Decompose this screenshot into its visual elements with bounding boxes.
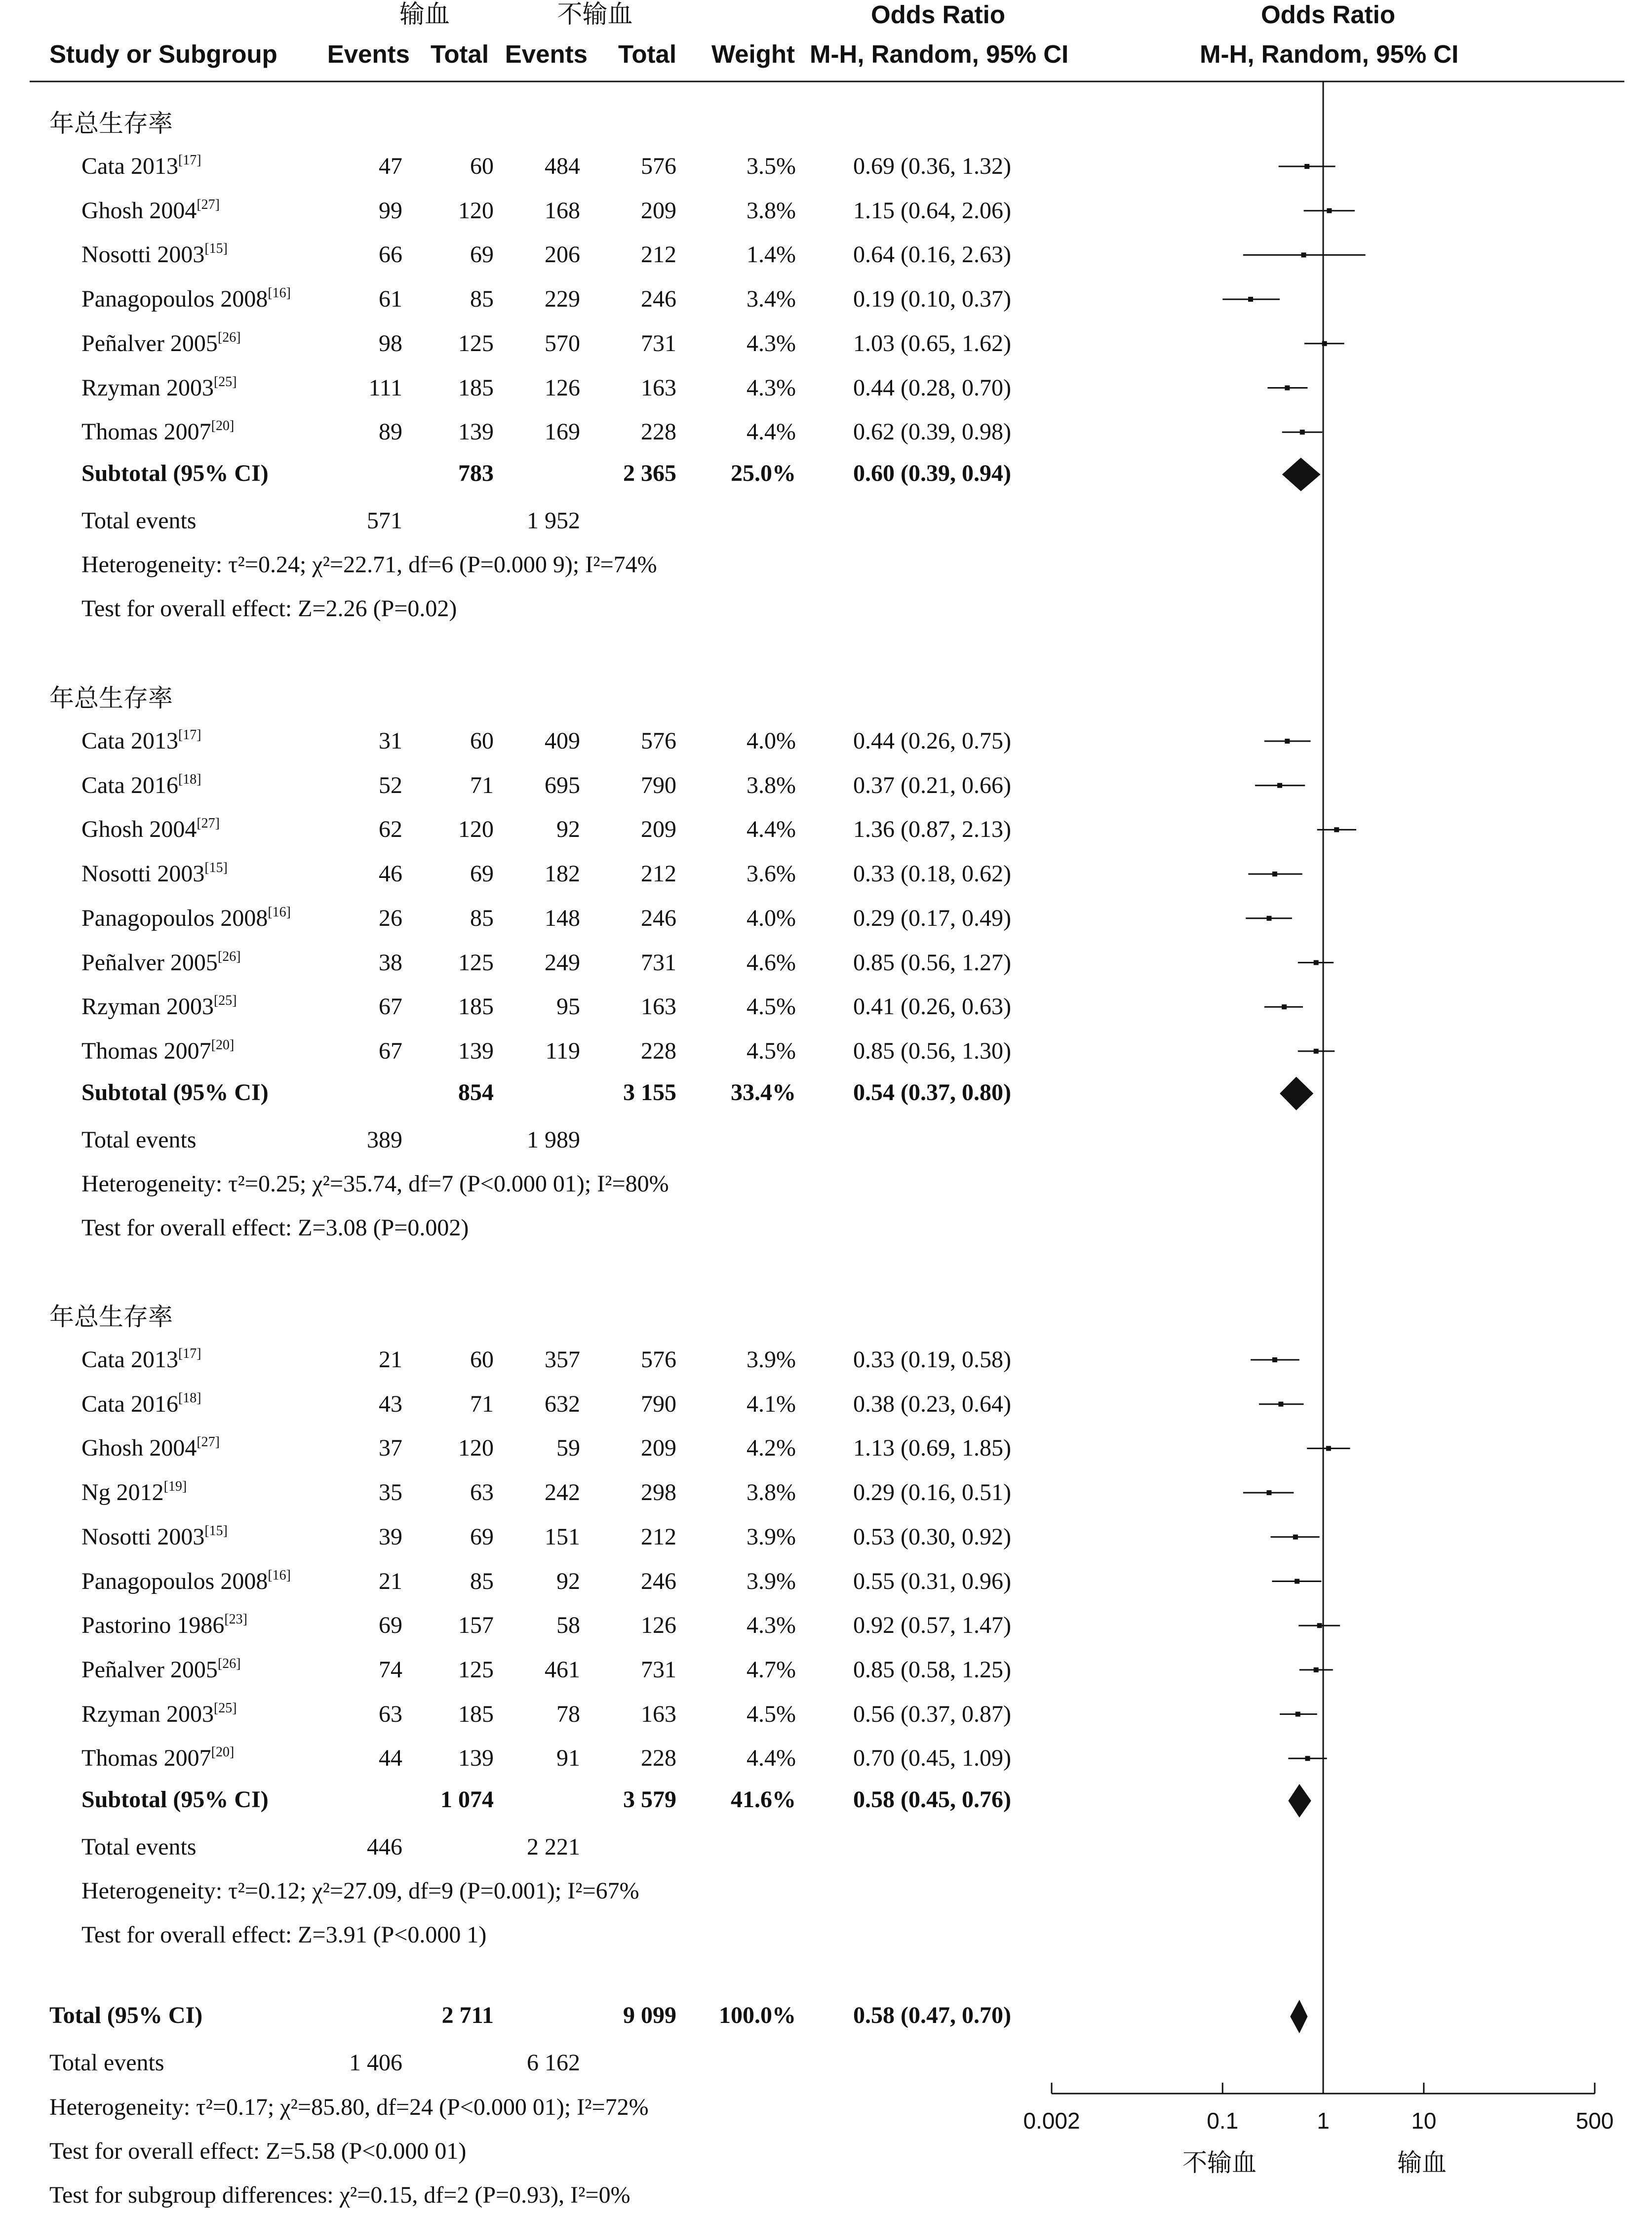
events-group1: 21 [379,1568,402,1594]
events-group2: 229 [545,286,580,313]
events-group1: 35 [379,1479,402,1506]
total-group2: 790 [641,772,676,798]
total-events-group1: 389 [367,1126,402,1153]
events-group2: 570 [545,330,580,356]
odds-ratio-ci: 0.56 (0.37, 0.87) [853,1701,1011,1727]
weight-value: 4.3% [747,330,796,356]
events-group2: 78 [556,1701,580,1727]
events-group1: 67 [379,993,402,1020]
events-group1: 52 [379,772,402,798]
total-group2: 163 [641,993,676,1020]
events-group2: 59 [556,1435,580,1462]
weight-value: 3.8% [747,197,796,224]
total-group1: 125 [458,330,494,356]
study-label: Peñalver 2005 [81,1656,218,1683]
events-group2: 206 [545,241,580,268]
overall-diamond [1290,2000,1307,2033]
reference-superscript: [25] [213,1700,237,1716]
events-group2: 92 [556,816,580,843]
events-group1: 26 [379,905,402,931]
odds-ratio-ci: 0.38 (0.23, 0.64) [853,1390,1011,1417]
odds-ratio-ci: 0.85 (0.56, 1.27) [853,949,1011,976]
events-group1: 46 [379,861,402,887]
total-group2: 163 [641,1701,676,1727]
subtotal-odds-ratio-ci: 0.58 (0.45, 0.76) [853,1786,1011,1813]
events-group1: 44 [379,1745,402,1772]
total-group1: 125 [458,949,494,976]
subtotal-total-group1: 854 [458,1079,494,1106]
reference-superscript: [15] [204,1523,228,1539]
point-estimate [1314,960,1319,965]
odds-ratio-ci: 1.03 (0.65, 1.62) [853,330,1011,356]
point-estimate [1278,1402,1283,1407]
plot-title: Odds Ratio [1260,0,1395,29]
overall-events-group2: 6 162 [527,2050,580,2076]
x-axis-tick-label: 500 [1575,2108,1614,2134]
total-group2: 209 [641,197,676,224]
point-estimate [1285,739,1290,744]
study-label: Cata 2013 [81,153,178,179]
or-column-title: Odds Ratio [870,0,1005,29]
total-group1: 157 [458,1612,494,1639]
weight-value: 4.0% [747,905,796,931]
odds-ratio-ci: 0.69 (0.36, 1.32) [853,153,1011,179]
total-group1: 63 [470,1479,494,1506]
weight-value: 4.1% [747,1390,796,1417]
total-group2: 731 [641,330,676,356]
odds-ratio-ci: 0.29 (0.17, 0.49) [853,905,1011,931]
total-group2: 212 [641,1523,676,1550]
total-group2: 228 [641,1745,676,1772]
overall-weight: 100.0% [719,2002,796,2028]
reference-superscript: [18] [178,1390,201,1406]
weight-value: 4.4% [747,419,796,445]
point-estimate [1293,1535,1298,1540]
events-group1: 38 [379,949,402,976]
events-group2: 461 [545,1656,580,1683]
events-group1: 39 [379,1523,402,1550]
point-estimate [1272,1357,1277,1362]
x-axis-tick-label: 0.002 [1023,2108,1080,2134]
weight-value: 3.4% [747,286,796,313]
events-group1: 99 [379,197,402,224]
events-group2: 58 [556,1612,580,1639]
subgroup-title: 年总生存率 [49,1303,173,1331]
point-estimate [1295,1579,1299,1584]
total-group1: 71 [470,772,494,798]
reference-superscript: [19] [163,1479,187,1495]
total-group2: 246 [641,286,676,313]
events-group2: 484 [545,153,580,179]
point-estimate [1317,1623,1322,1628]
total-group1: 139 [458,419,494,445]
odds-ratio-ci: 0.19 (0.10, 0.37) [853,286,1011,313]
weight-value: 3.9% [747,1568,796,1594]
events-group1: 111 [368,374,402,401]
events-group2: 249 [545,949,580,976]
total-group1: 139 [458,1037,494,1064]
overall-effect-text: Test for overall effect: Z=3.91 (P<0.000 1) [81,1922,487,1948]
total-group1: 60 [470,728,494,754]
total-group1: 85 [470,1568,494,1594]
point-estimate [1300,430,1305,435]
total-events-group2: 1 989 [527,1126,580,1153]
weight-value: 4.2% [747,1435,796,1462]
study-label: Cata 2013 [81,728,178,754]
study-label: Ng 2012 [81,1479,164,1506]
subtotal-weight: 33.4% [731,1079,796,1106]
point-estimate [1327,208,1332,213]
total-group1: 85 [470,905,494,931]
events-group1: 61 [379,286,402,313]
study-label: Cata 2016 [81,1390,178,1417]
weight-value: 4.6% [747,949,796,976]
events-group2: 632 [545,1390,580,1417]
group2-header: 不输血 [557,0,633,29]
weight-value: 4.5% [747,993,796,1020]
overall-effect-test: Test for overall effect: Z=5.58 (P<0.000 01) [49,2138,467,2164]
reference-superscript: [20] [211,418,235,434]
reference-superscript: [15] [204,860,228,876]
weight-value: 4.5% [747,1701,796,1727]
point-estimate [1248,297,1253,302]
weight-value: 3.5% [747,153,796,179]
study-label: Rzyman 2003 [81,1701,214,1727]
events-group1: 67 [379,1037,402,1064]
subgroup-differences-test: Test for subgroup differences: χ²=0.15, df=2 (P=0.93), I²=0% [49,2182,630,2208]
weight-value: 4.3% [747,1612,796,1639]
subtotal-odds-ratio-ci: 0.54 (0.37, 0.80) [853,1079,1011,1106]
total-group1: 69 [470,1523,494,1550]
reference-superscript: [20] [211,1037,235,1053]
events-group1: 47 [379,153,402,179]
odds-ratio-ci: 0.44 (0.26, 0.75) [853,728,1011,754]
total-group1: 185 [458,1701,494,1727]
point-estimate [1305,1756,1310,1761]
study-column-header: Study or Subgroup [49,40,277,68]
total-group2: 576 [641,153,676,179]
weight-value: 3.9% [747,1523,796,1550]
reference-superscript: [23] [224,1612,247,1627]
events-group1: 63 [379,1701,402,1727]
events-group2: 168 [545,197,580,224]
total-group2: 228 [641,419,676,445]
overall-heterogeneity: Heterogeneity: τ²=0.17; χ²=85.80, df=24 (P<0.000 01); I²=72% [49,2094,649,2120]
total-events-group2: 1 952 [527,507,580,534]
odds-ratio-ci: 0.29 (0.16, 0.51) [853,1479,1011,1506]
reference-superscript: [20] [211,1744,235,1760]
overall-total-label: Total (95% CI) [49,2002,203,2028]
events-group2: 92 [556,1568,580,1594]
odds-ratio-ci: 0.85 (0.56, 1.30) [853,1037,1011,1064]
odds-ratio-ci: 0.70 (0.45, 1.09) [853,1745,1011,1772]
total-group2: 163 [641,374,676,401]
total-group1: 125 [458,1656,494,1683]
subtotal-total-group2: 2 365 [623,460,676,486]
study-label: Thomas 2007 [81,419,211,445]
x-axis-tick-label: 10 [1411,2108,1437,2134]
events-group2: 151 [545,1523,580,1550]
point-estimate [1322,341,1327,346]
subtotal-weight: 25.0% [731,460,796,486]
study-label: Nosotti 2003 [81,861,205,887]
point-estimate [1314,1049,1319,1054]
reference-superscript: [27] [197,816,220,831]
point-estimate [1326,1446,1331,1451]
reference-superscript: [25] [213,374,237,390]
weight-value: 4.3% [747,374,796,401]
odds-ratio-ci: 1.36 (0.87, 2.13) [853,816,1011,843]
overall-total-group2: 9 099 [623,2002,676,2028]
total-group2: 731 [641,949,676,976]
study-label: Panagopoulos 2008 [81,1568,268,1594]
subtotal-total-group2: 3 155 [623,1079,676,1106]
total-group2: 228 [641,1037,676,1064]
study-label: Ghosh 2004 [81,197,197,224]
events-group1: 43 [379,1390,402,1417]
heterogeneity-text: Heterogeneity: τ²=0.24; χ²=22.71, df=6 (P=0.000 9); I²=74% [81,551,657,578]
events1-header: Events [327,40,410,68]
reference-superscript: [18] [178,771,201,787]
events-group2: 119 [545,1037,580,1064]
study-label: Panagopoulos 2008 [81,286,268,313]
point-estimate [1301,252,1306,257]
point-estimate [1314,1667,1319,1672]
total-group2: 126 [641,1612,676,1639]
total-group1: 69 [470,241,494,268]
events-group2: 169 [545,419,580,445]
total-group2: 246 [641,905,676,931]
events-group2: 126 [545,374,580,401]
subgroup-title: 年总生存率 [49,684,173,713]
subtotal-diamond [1288,1784,1311,1818]
odds-ratio-ci: 0.44 (0.28, 0.70) [853,374,1011,401]
odds-ratio-ci: 0.64 (0.16, 2.63) [853,241,1011,268]
total-group2: 212 [641,241,676,268]
reference-superscript: [27] [197,1434,220,1450]
total-group1: 71 [470,1390,494,1417]
plot-method-header: M-H, Random, 95% CI [1200,40,1459,68]
total1-header: Total [430,40,489,68]
weight-value: 4.4% [747,1745,796,1772]
subtotal-label: Subtotal (95% CI) [81,460,269,486]
odds-ratio-ci: 0.85 (0.58, 1.25) [853,1656,1011,1683]
point-estimate [1296,1712,1300,1717]
point-estimate [1304,164,1309,169]
events-group1: 37 [379,1435,402,1462]
odds-ratio-ci: 0.41 (0.26, 0.63) [853,993,1011,1020]
study-label: Thomas 2007 [81,1037,211,1064]
total-events-label: Total events [81,507,197,534]
events2-header: Events [505,40,588,68]
odds-ratio-ci: 0.62 (0.39, 0.98) [853,419,1011,445]
total-group2: 298 [641,1479,676,1506]
study-label: Ghosh 2004 [81,1435,197,1462]
weight-value: 4.4% [747,816,796,843]
odds-ratio-ci: 1.15 (0.64, 2.06) [853,197,1011,224]
study-label: Ghosh 2004 [81,816,197,843]
reference-superscript: [27] [197,197,220,212]
subtotal-diamond [1282,458,1321,491]
odds-ratio-ci: 0.53 (0.30, 0.92) [853,1523,1011,1550]
study-label: Pastorino 1986 [81,1612,225,1639]
odds-ratio-ci: 0.55 (0.31, 0.96) [853,1568,1011,1594]
point-estimate [1334,827,1339,832]
events-group1: 74 [379,1656,402,1683]
events-group2: 695 [545,772,580,798]
events-group1: 21 [379,1346,402,1373]
total-events-group2: 2 221 [527,1834,580,1860]
point-estimate [1277,783,1282,788]
events-group2: 91 [556,1745,580,1772]
heterogeneity-text: Heterogeneity: τ²=0.25; χ²=35.74, df=7 (P<0.000 01); I²=80% [81,1170,669,1197]
events-group1: 31 [379,728,402,754]
weight-value: 4.7% [747,1656,796,1683]
events-group2: 357 [545,1346,580,1373]
reference-superscript: [16] [268,1567,291,1583]
reference-superscript: [25] [213,993,237,1009]
study-label: Peñalver 2005 [81,949,218,976]
x-axis-tick-label: 0.1 [1207,2108,1239,2134]
study-label: Rzyman 2003 [81,374,214,401]
total-group1: 60 [470,153,494,179]
subtotal-total-group1: 783 [458,460,494,486]
events-group2: 409 [545,728,580,754]
study-label: Cata 2016 [81,772,178,798]
subgroup-title: 年总生存率 [49,109,173,138]
events-group2: 148 [545,905,580,931]
favours-left-label: 不输血 [1182,2148,1257,2177]
total-group1: 120 [458,197,494,224]
total-group1: 120 [458,816,494,843]
events-group2: 95 [556,993,580,1020]
events-group2: 242 [545,1479,580,1506]
total-group1: 185 [458,993,494,1020]
overall-effect-text: Test for overall effect: Z=3.08 (P=0.002) [81,1214,469,1241]
weight-value: 3.8% [747,772,796,798]
total-group1: 120 [458,1435,494,1462]
total-events-group1: 446 [367,1834,402,1860]
reference-superscript: [26] [217,329,241,345]
subtotal-total-group2: 3 579 [623,1786,676,1813]
total-group1: 69 [470,861,494,887]
subtotal-label: Subtotal (95% CI) [81,1079,269,1106]
total-group2: 790 [641,1390,676,1417]
study-label: Peñalver 2005 [81,330,218,356]
point-estimate [1266,1490,1271,1495]
study-label: Panagopoulos 2008 [81,905,268,931]
events-group1: 62 [379,816,402,843]
method-header: M-H, Random, 95% CI [810,40,1069,68]
odds-ratio-ci: 0.37 (0.21, 0.66) [853,772,1011,798]
weight-value: 4.5% [747,1037,796,1064]
reference-superscript: [15] [204,241,228,257]
x-axis-tick-label: 1 [1317,2108,1330,2134]
weight-value: 1.4% [747,241,796,268]
subtotal-label: Subtotal (95% CI) [81,1786,269,1813]
weight-value: 3.9% [747,1346,796,1373]
total-group2: 209 [641,1435,676,1462]
overall-events-group1: 1 406 [349,2050,402,2076]
study-label: Nosotti 2003 [81,241,205,268]
subtotal-diamond [1280,1077,1313,1110]
subtotal-total-group1: 1 074 [440,1786,494,1813]
weight-header: Weight [711,40,795,68]
overall-total-group1: 2 711 [441,2002,494,2028]
favours-right-label: 输血 [1397,2148,1447,2177]
odds-ratio-ci: 0.33 (0.19, 0.58) [853,1346,1011,1373]
study-label: Rzyman 2003 [81,993,214,1020]
total-group2: 212 [641,861,676,887]
total-group2: 576 [641,728,676,754]
reference-superscript: [17] [178,153,201,168]
total-events-group1: 571 [367,507,402,534]
overall-effect-text: Test for overall effect: Z=2.26 (P=0.02) [81,595,457,622]
overall-events-label: Total events [49,2050,164,2076]
total-events-label: Total events [81,1834,197,1860]
events-group1: 98 [379,330,402,356]
events-group1: 89 [379,419,402,445]
reference-superscript: [17] [178,1346,201,1361]
events-group2: 182 [545,861,580,887]
point-estimate [1272,871,1277,876]
total-group1: 85 [470,286,494,313]
study-label: Cata 2013 [81,1346,178,1373]
total-group1: 185 [458,374,494,401]
total-group2: 576 [641,1346,676,1373]
total-group2: 209 [641,816,676,843]
total-group1: 60 [470,1346,494,1373]
reference-superscript: [16] [268,904,291,920]
point-estimate [1266,916,1271,921]
point-estimate [1282,1004,1287,1009]
study-label: Nosotti 2003 [81,1523,205,1550]
reference-superscript: [16] [268,285,291,301]
reference-superscript: [26] [217,1656,241,1671]
subtotal-weight: 41.6% [731,1786,796,1813]
subtotal-odds-ratio-ci: 0.60 (0.39, 0.94) [853,460,1011,486]
weight-value: 3.8% [747,1479,796,1506]
heterogeneity-text: Heterogeneity: τ²=0.12; χ²=27.09, df=9 (P=0.001); I²=67% [81,1878,639,1904]
reference-superscript: [26] [217,949,241,964]
odds-ratio-ci: 1.13 (0.69, 1.85) [853,1435,1011,1462]
weight-value: 4.0% [747,728,796,754]
total-group2: 731 [641,1656,676,1683]
reference-superscript: [17] [178,727,201,743]
total-events-label: Total events [81,1126,197,1153]
point-estimate [1285,386,1290,391]
events-group1: 69 [379,1612,402,1639]
odds-ratio-ci: 0.33 (0.18, 0.62) [853,861,1011,887]
total-group1: 139 [458,1745,494,1772]
total-group2: 246 [641,1568,676,1594]
events-group1: 66 [379,241,402,268]
overall-odds-ratio-ci: 0.58 (0.47, 0.70) [853,2002,1011,2028]
study-label: Thomas 2007 [81,1745,211,1772]
odds-ratio-ci: 0.92 (0.57, 1.47) [853,1612,1011,1639]
group1-header: 输血 [399,0,450,29]
weight-value: 3.6% [747,861,796,887]
total2-header: Total [618,40,676,68]
